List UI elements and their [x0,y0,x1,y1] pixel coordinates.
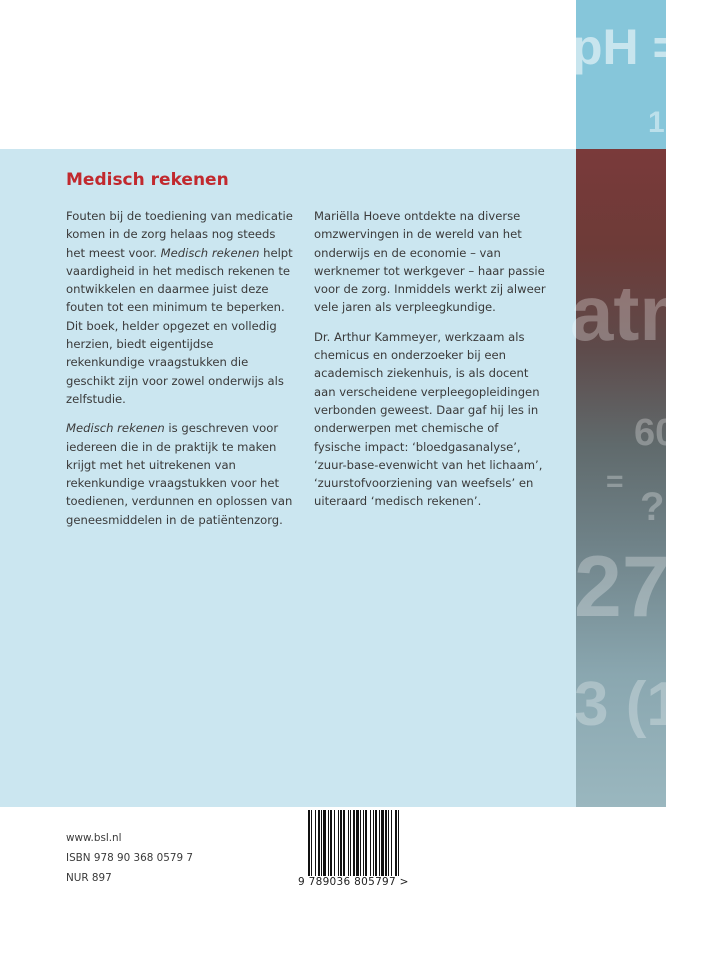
decor-ph-text: pH = [572,19,682,75]
barcode-bar [338,810,339,876]
author-bio-kammeyer: Dr. Arthur Kammeyer, werkzaam als chemicus en onderzoeker bij een academisch ziekenhuis, is als docent aan verscheidene verpleegopleidingen verbonden geweest. Daar gaf hij les in onderwerpen met chemische of fysische impact: ‘bloedgasanalyse’, ‘zuur-base-evenwicht van het lichaam’, ‘zuurstofvoorziening van weefsels’ en uiteraard ‘medisch rekenen’. [314,329,543,509]
barcode-bar [381,810,384,876]
barcode-bar [373,810,374,876]
decorative-strip-top [572,0,682,149]
barcode-bar [363,810,364,876]
barcode-bar [398,810,399,876]
decorative-strip-formulas [570,149,709,807]
strip-bottom-white [576,807,666,960]
nur-code: NUR 897 [66,872,112,884]
description-paragraph-2: Medisch rekenen is geschreven voor iedereen die in de praktijk te maken krijgt met het uitrekenen van rekenkundige vraagstukken voor het toedienen, verdunnen en oplossen van geneesmiddelen in de patiëntenzorg. [66,421,293,527]
barcode-bar [353,810,355,876]
publisher-website: www.bsl.nl [66,832,122,844]
barcode-bar [348,810,349,876]
barcode-bar [311,810,312,876]
barcode-bar [318,810,320,876]
barcode-bar [360,810,361,876]
barcode-bar [321,810,322,876]
decor-question-text: ? [640,485,665,529]
authors-column [314,207,546,522]
decor-3-text: 3 (1 [574,670,681,739]
description-paragraph-1: Fouten bij de toediening van medicatie komen in de zorg helaas nog steeds het meest voor. Medisch rekenen helpt vaardigheid in het medisch rekenen te ontwikkelen en daarmee juist deze fouten tot een minimum te beperken. Dit boek, helder opgezet en volledig herzien, biedt eigentijdse rekenkundige vraagstukken die geschikt zijn voor zowel onderwijs als zelfstudie. [66,209,293,406]
barcode-bar [379,810,380,876]
author-bio-hoeve: Mariëlla Hoeve ontdekte na diverse omzwervingen in de wereld van het onderwijs en de economie – van werknemer tot werkgever – haar passie voor de zorg. Inmiddels werkt zij alweer vele jaren als verpleegkundige. [314,209,546,315]
barcode-bar [391,810,392,876]
barcode-bar [308,810,310,876]
barcode-bar [343,810,345,876]
barcode-bar [388,810,389,876]
isbn-barcode [308,810,432,876]
barcode-bar [370,810,371,876]
barcode-bar [330,810,332,876]
barcode-bar [356,810,359,876]
barcode-bar [334,810,335,876]
book-title: Medisch rekenen [66,170,229,190]
decor-one-text: 1 [648,106,665,139]
barcode-bar [375,810,377,876]
barcode-bar [350,810,351,876]
publication-info [66,828,193,888]
barcode-bar [395,810,397,876]
barcode-number: 9 789036 805797 > [298,876,409,888]
barcode-bar [385,810,387,876]
decor-sixty-text: 60 [634,412,677,454]
decor-equals-text: = [606,465,624,498]
description-column [66,207,294,540]
barcode-bar [328,810,329,876]
barcode-bar [340,810,342,876]
decor-27-text: 27 [574,539,670,635]
barcode-bar [323,810,326,876]
barcode-bar [365,810,367,876]
barcode-bar [315,810,316,876]
isbn-number: ISBN 978 90 368 0579 7 [66,852,194,864]
decor-atm-text: atm [570,269,709,357]
